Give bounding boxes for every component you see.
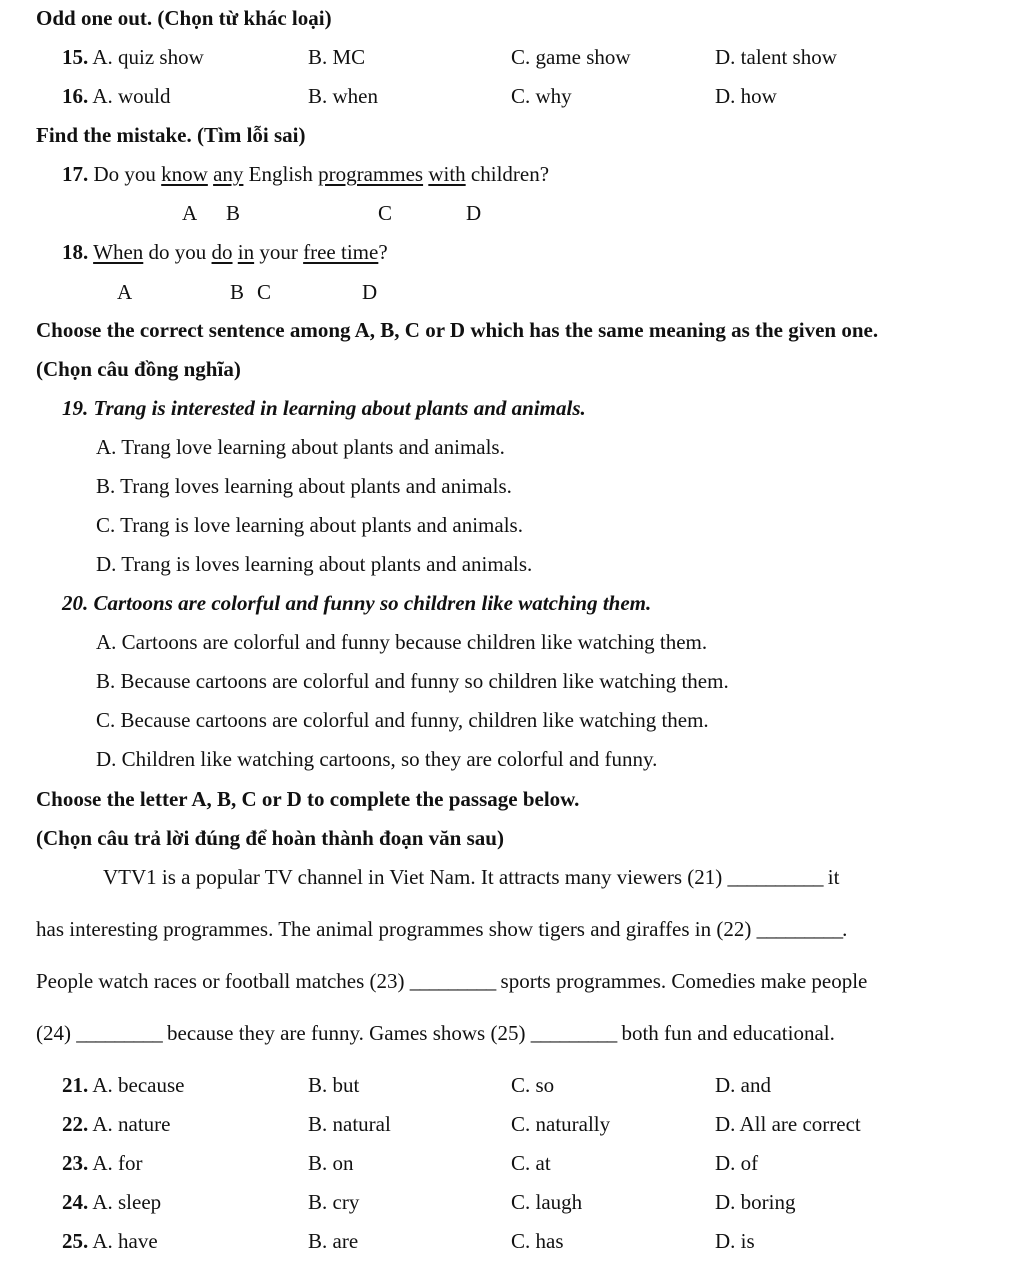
letter-a: A: [117, 280, 133, 304]
sentence-text: ?: [378, 240, 388, 264]
option-a-text: A. because: [92, 1073, 185, 1097]
question-number: 21.: [62, 1073, 89, 1097]
passage-text: (24): [36, 1021, 77, 1045]
question-number: 16.: [62, 84, 89, 108]
option-d: D. is: [715, 1229, 755, 1253]
option-a: [62, 1151, 143, 1175]
option-a-text: A. sleep: [92, 1190, 162, 1214]
find-mistake-heading: Find the mistake. (Tìm lỗi sai): [36, 123, 306, 147]
question-number: 24.: [62, 1190, 89, 1214]
underlined-part-a: When: [93, 240, 144, 264]
option-a-text: A. quiz show: [92, 45, 204, 69]
option-a-text: A. nature: [92, 1112, 171, 1136]
question-number: 17.: [62, 162, 89, 186]
option-a: [62, 1073, 184, 1097]
passage-line-3: [36, 969, 867, 993]
underlined-part-b: any: [213, 162, 244, 186]
question-number: 25.: [62, 1229, 89, 1253]
underlined-part-c: in: [237, 240, 255, 264]
sentence-text: do you: [143, 240, 212, 264]
letter-a: A: [182, 201, 198, 225]
option-a-text: A. have: [92, 1229, 158, 1253]
letter-b: B: [230, 280, 245, 304]
passage-subheading: (Chọn câu trả lời đúng để hoàn thành đoạn văn sau): [36, 826, 504, 850]
blank-22[interactable]: _________: [756, 917, 843, 941]
option-d: D. and: [715, 1073, 771, 1097]
question-number: 18.: [62, 240, 89, 264]
underlined-part-d: free time: [303, 240, 379, 264]
option-c: C. at: [511, 1151, 551, 1175]
passage-line-2: [36, 917, 847, 941]
option-b: B. cry: [308, 1190, 360, 1214]
option-d: D. of: [715, 1151, 759, 1175]
underlined-part-c: programmes: [318, 162, 424, 186]
option-a: [62, 1229, 158, 1253]
q20-option-d: D. Children like watching cartoons, so they are colorful and funny.: [96, 747, 658, 771]
odd-one-out-heading: Odd one out. (Chọn từ khác loại): [36, 6, 332, 30]
question-19-stem: [62, 396, 586, 420]
option-a: [62, 1112, 170, 1136]
stem-text: Trang is interested in learning about plants and animals.: [93, 396, 586, 420]
question-20-stem: [62, 591, 651, 615]
option-c: C. has: [511, 1229, 564, 1253]
q19-option-b: B. Trang loves learning about plants and animals.: [96, 474, 512, 498]
option-d: D. All are correct: [715, 1112, 861, 1136]
q20-option-a: A. Cartoons are colorful and funny because children like watching them.: [96, 630, 708, 654]
q19-option-d: D. Trang is loves learning about plants and animals.: [96, 552, 533, 576]
option-c: C. why: [511, 84, 572, 108]
sentence-text: English: [243, 162, 319, 186]
option-c: C. laugh: [511, 1190, 583, 1214]
sentence-text: Do you: [93, 162, 162, 186]
question-number: 19.: [62, 396, 89, 420]
option-b: B. on: [308, 1151, 354, 1175]
passage-text: sports programmes. Comedies make people: [495, 969, 868, 993]
option-d: D. boring: [715, 1190, 796, 1214]
option-a: [62, 1190, 161, 1214]
option-b: B. are: [308, 1229, 359, 1253]
q19-option-c: C. Trang is love learning about plants and animals.: [96, 513, 523, 537]
question-17: [62, 162, 549, 186]
passage-text: People watch races or football matches (23): [36, 969, 410, 993]
sentence-text: children?: [465, 162, 550, 186]
blank-24[interactable]: _________: [76, 1021, 162, 1045]
question-number: 20.: [62, 591, 89, 615]
option-a-text: A. would: [92, 84, 171, 108]
option-d: D. how: [715, 84, 777, 108]
q20-option-b: B. Because cartoons are colorful and funny so children like watching them.: [96, 669, 729, 693]
question-number: 22.: [62, 1112, 89, 1136]
option-a-text: A. for: [92, 1151, 143, 1175]
passage-text: .: [842, 917, 848, 941]
sentence-text: your: [254, 240, 304, 264]
question-number: 15.: [62, 45, 89, 69]
option-b: B. but: [308, 1073, 360, 1097]
q19-option-a: A. Trang love learning about plants and animals.: [96, 435, 505, 459]
passage-text: it: [822, 865, 840, 889]
stem-text: Cartoons are colorful and funny so children like watching them.: [93, 591, 652, 615]
option-b: B. MC: [308, 45, 366, 69]
passage-line-4: [36, 1021, 835, 1045]
passage-text: both fun and educational.: [616, 1021, 835, 1045]
passage-heading: Choose the letter A, B, C or D to complete the passage below.: [36, 787, 580, 811]
passage-text: VTV1 is a popular TV channel in Viet Nam. It attracts many viewers (21): [103, 865, 728, 889]
option-a: [62, 45, 204, 69]
passage-text: has interesting programmes. The animal programmes show tigers and giraffes in (22): [36, 917, 757, 941]
passage-text: because they are funny. Games shows (25): [161, 1021, 531, 1045]
letter-d: D: [362, 280, 378, 304]
letter-d: D: [466, 201, 482, 225]
passage-line-1: [103, 865, 839, 889]
question-18: [62, 240, 388, 264]
same-meaning-subheading: (Chọn câu đồng nghĩa): [36, 357, 241, 381]
letter-c: C: [257, 280, 272, 304]
letter-c: C: [378, 201, 393, 225]
letter-b: B: [226, 201, 241, 225]
option-c: C. so: [511, 1073, 555, 1097]
option-c: C. game show: [511, 45, 631, 69]
blank-21[interactable]: __________: [727, 865, 823, 889]
option-a: [62, 84, 171, 108]
underlined-part-b: do: [211, 240, 233, 264]
option-d: D. talent show: [715, 45, 837, 69]
blank-25[interactable]: _________: [530, 1021, 617, 1045]
blank-23[interactable]: _________: [409, 969, 496, 993]
option-b: B. when: [308, 84, 378, 108]
q20-option-c: C. Because cartoons are colorful and funny, children like watching them.: [96, 708, 709, 732]
option-b: B. natural: [308, 1112, 391, 1136]
underlined-part-d: with: [428, 162, 466, 186]
same-meaning-heading: Choose the correct sentence among A, B, C or D which has the same meaning as the given one.: [36, 318, 879, 342]
question-number: 23.: [62, 1151, 89, 1175]
option-c: C. naturally: [511, 1112, 611, 1136]
underlined-part-a: know: [161, 162, 208, 186]
